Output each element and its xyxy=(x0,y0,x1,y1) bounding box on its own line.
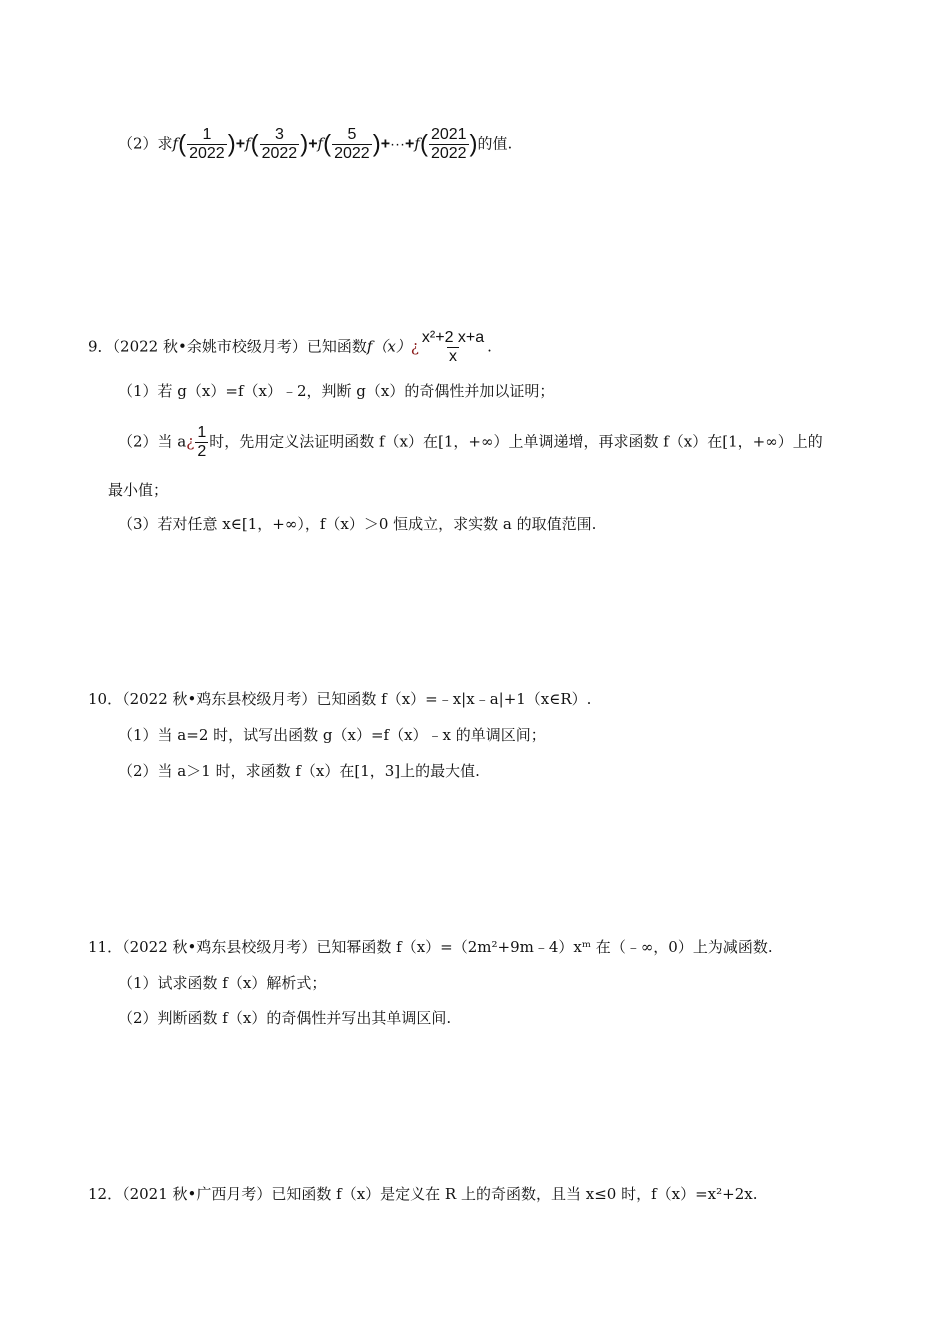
f-symbol: f xyxy=(172,134,179,153)
q12-stem xyxy=(88,1184,758,1204)
q12-stem-text: 12．（2021 秋•广西月考）已知函数 f（x）是定义在 R 上的奇函数，且当 x≤0 时，f（x）=x²+2x. xyxy=(88,1185,758,1203)
q9-part2-text-b: 时，先用定义法证明函数 f（x）在[1，+∞）上单调递增，再求函数 f（x）在[1，+∞）上的 xyxy=(209,432,823,451)
ellipsis: ··· xyxy=(390,135,406,153)
garbled-symbol: ¿ xyxy=(410,337,419,356)
f-symbol: f xyxy=(317,134,324,153)
paren: ) xyxy=(227,130,236,158)
frac-den: 2022 xyxy=(334,145,370,162)
garbled-symbol: ¿ xyxy=(186,432,195,451)
frac-den: 2 xyxy=(197,443,207,460)
q9-part3-text: （3）若对任意 x∈[1，+∞），f（x）＞0 恒成立，求实数 a 的取值范围. xyxy=(118,515,597,533)
frac-num: 5 xyxy=(347,126,357,143)
f-symbol: f xyxy=(245,134,251,153)
question-number: 9． xyxy=(88,337,113,356)
q8-part2-prefix: （2）求 xyxy=(118,134,173,153)
frac-num: 1 xyxy=(197,424,207,441)
fx-symbol: f（x） xyxy=(366,337,411,356)
q8-part2-suffix: 的值. xyxy=(477,134,513,153)
q9-part1-text: （1）若 g（x）=f（x）﹣2，判断 g（x）的奇偶性并加以证明； xyxy=(118,382,555,400)
paren: ( xyxy=(178,130,187,158)
plus-sign: + xyxy=(380,135,391,153)
q11-stem-text: 11．（2022 秋•鸡东县校级月考）已知幂函数 f（x）=（2m²+9m﹣4）xᵐ 在（﹣∞，0）上为减函数. xyxy=(88,938,773,956)
paren: ) xyxy=(469,130,478,158)
paren: ( xyxy=(419,130,428,158)
frac-den: 2022 xyxy=(261,145,298,162)
frac-num: 1 xyxy=(202,126,212,143)
fraction xyxy=(260,126,300,163)
q11-stem xyxy=(88,937,773,957)
q11-part1 xyxy=(118,973,326,993)
q8-part2 xyxy=(118,126,512,163)
paren: ( xyxy=(323,130,332,158)
plus-sign: + xyxy=(235,135,246,153)
q9-part2 xyxy=(118,424,823,461)
q10-part1-text: （1）当 a=2 时，试写出函数 g（x）=f（x）﹣x 的单调区间； xyxy=(118,726,546,744)
fraction xyxy=(420,329,486,366)
paren: ) xyxy=(372,130,381,158)
period: . xyxy=(487,337,492,356)
q9-part2-text-c: 最小值； xyxy=(108,481,169,499)
q11-part1-text: （1）试求函数 f（x）解析式； xyxy=(118,974,327,992)
q10-stem-text: 10．（2022 秋•鸡东县校级月考）已知函数 f（x）=﹣x|x﹣a|+1（x∈R）. xyxy=(88,690,592,708)
frac-num: 2021 xyxy=(430,126,467,143)
q9-part3 xyxy=(118,514,596,534)
q9-part1 xyxy=(118,381,554,401)
q9-part2-cont xyxy=(108,480,168,500)
fraction xyxy=(187,126,227,163)
q9-stem xyxy=(88,329,492,366)
q10-stem xyxy=(88,689,591,709)
q10-part2-text: （2）当 a＞1 时，求函数 f（x）在[1，3]上的最大值. xyxy=(118,762,480,780)
fraction xyxy=(195,424,208,461)
plus-sign: + xyxy=(308,135,318,153)
question-source: （2022 秋•余姚市校级月考）已知函数 xyxy=(112,337,367,356)
q11-part2 xyxy=(118,1008,451,1028)
q11-part2-text: （2）判断函数 f（x）的奇偶性并写出其单调区间. xyxy=(118,1009,452,1027)
paren: ( xyxy=(250,130,259,158)
f-symbol: f xyxy=(414,134,420,153)
fraction xyxy=(429,126,469,163)
paren: ) xyxy=(300,130,309,158)
frac-den: 2022 xyxy=(430,145,467,162)
frac-den: 2022 xyxy=(189,145,225,162)
plus-sign: + xyxy=(405,135,415,153)
q9-part2-text-a: （2）当 a xyxy=(118,432,187,451)
fraction xyxy=(332,126,372,163)
q10-part1 xyxy=(118,725,546,745)
frac-num: 3 xyxy=(274,126,284,143)
q10-part2 xyxy=(118,761,480,781)
frac-num: x²+2 x+a xyxy=(421,329,485,346)
frac-den: x xyxy=(449,348,458,365)
